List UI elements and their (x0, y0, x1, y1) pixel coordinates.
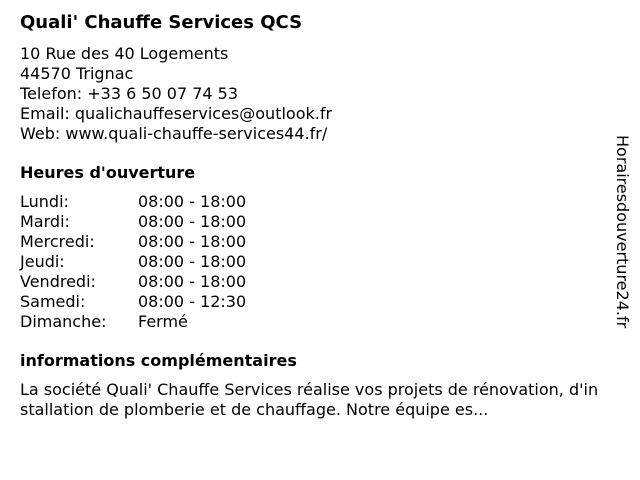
additional-info-text: La société Quali' Chauffe Services réalise vos projets de rénovation, d'installation de plomberie et de chauffage. Notre équipe es... (20, 380, 599, 419)
day-label: Dimanche: (20, 312, 107, 331)
business-name: Quali' Chauffe Services QCS (20, 12, 303, 33)
day-label: Mardi: (20, 212, 70, 231)
city-postcode: 44570 Trignac (20, 64, 134, 83)
phone-line: Telefon: +33 6 50 07 74 53 (20, 84, 239, 103)
website-line: Web: www.quali-chauffe-services44.fr/ (20, 124, 328, 143)
day-hours: 08:00 - 12:30 (138, 292, 247, 311)
street-address: 10 Rue des 40 Logements (20, 44, 229, 63)
opening-hours-table (20, 192, 610, 332)
day-hours: 08:00 - 18:00 (138, 272, 247, 291)
opening-hours-heading: Heures d'ouverture (20, 163, 196, 182)
day-hours: 08:00 - 18:00 (138, 252, 247, 271)
day-hours: Fermé (138, 312, 188, 331)
day-hours: 08:00 - 18:00 (138, 192, 247, 211)
address-block (20, 44, 610, 144)
day-label: Samedi: (20, 292, 86, 311)
email-line: Email: qualichauffeservices@outlook.fr (20, 104, 333, 123)
day-hours: 08:00 - 18:00 (138, 212, 247, 231)
site-watermark: Horairesdouverture24.fr (613, 135, 632, 329)
additional-info-heading: informations complémentaires (20, 351, 297, 370)
day-label: Mercredi: (20, 232, 95, 251)
day-label: Jeudi: (20, 252, 65, 271)
day-label: Lundi: (20, 192, 69, 211)
day-hours: 08:00 - 18:00 (138, 232, 247, 251)
day-label: Vendredi: (20, 272, 96, 291)
business-card (20, 10, 610, 420)
